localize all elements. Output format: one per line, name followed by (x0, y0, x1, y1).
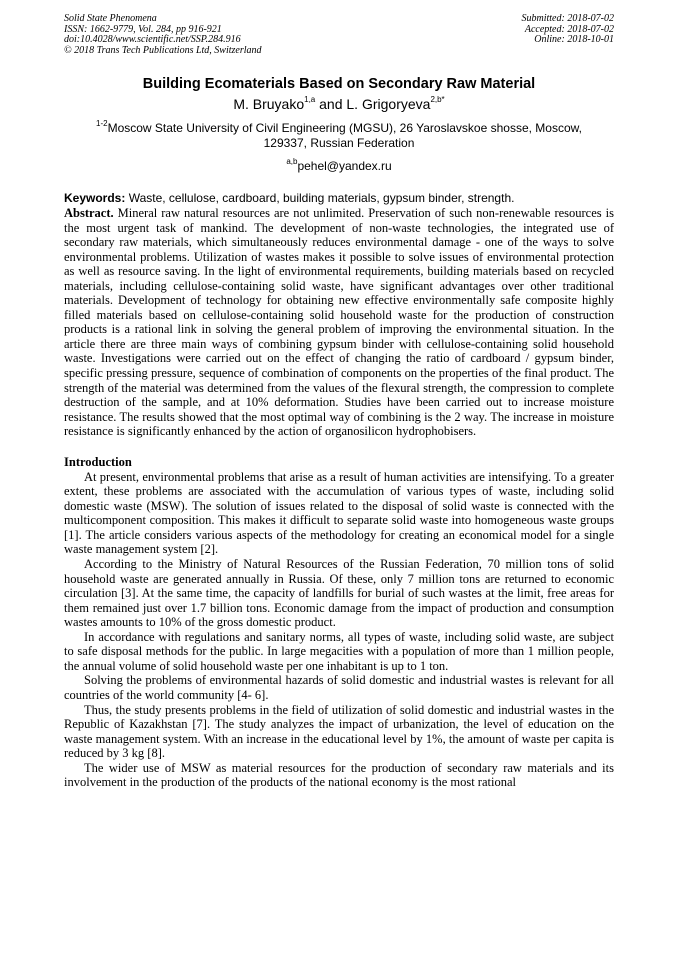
abstract-text: Mineral raw natural resources are not unlimited. Preservation of such non-renewable resources is the most urgent task of mankind. The development of non-waste technologies, the integrated use of secondary raw materials, which simultaneously reduces environmental damage - one of the ways to solve environmental problems. Utilization of wastes makes it possible to solve issues of environmental protection as well as resource saving. In the light of environmental requirements, building materials based on recycled materials, including cellulose-containing solid waste, have significant advantages over other traditional materials. Development of technology for obtaining new effective environmentally safe composite highly filled materials based on cellulose-containing solid household waste for the production of construction products is a rational link in solving the general problem of improving the environmental situation. In the article there are three main ways of combining gypsum binder with cellulose-containing solid household waste. Investigations were carried out on the effect of changing the ratio of cardboard / gypsum binder, specific pressing pressure, sequence of combination of components on the properties of the final product. The strength of the material was determined from the values of the flexural strength, the compression to complete destruction of the sample, and at 10% deformation. Studies have been carried out to increase moisture resistance. The results showed that the most optimal way of combining is the 2 way. The increase in moisture resistance is significantly enhanced by the action of organosilicon hydrophobisers. (64, 206, 614, 439)
body-paragraph: The wider use of MSW as material resources for the production of secondary raw materials and its involvement in the production of the products of the national economy is the most rational (64, 760, 614, 790)
keywords-label: Keywords: (64, 191, 126, 205)
affiliation-text: Moscow State University of Civil Engineering (MGSU), 26 Yaroslavskoe shosse, Moscow, 129337, Russian Federation (107, 121, 582, 150)
issn-line: ISSN: 1662-9779, Vol. 284, pp 916-921 (64, 23, 222, 35)
abstract (64, 206, 614, 439)
journal-info (64, 14, 262, 56)
body-paragraph: Thus, the study presents problems in the field of utilization of solid domestic and industrial wastes in the Republic of Kazakhstan [7]. The study analyzes the impact of urbanization, the level of education on the waste management system. With an increase in the educational level by 1%, the amount of waste per capita is reduced by 3 kg [8]. (64, 702, 614, 761)
author-conjunction: and (315, 96, 347, 112)
body-paragraph: In accordance with regulations and sanitary norms, all types of waste, including solid waste, are subject to safe disposal methods for the public. In large megacities with a population of more than 1 million people, the annual volume of solid household waste per one inhabitant is up to 1 ton. (64, 629, 614, 673)
author-superscript: 2,b* (430, 95, 445, 105)
contact-email (64, 159, 614, 174)
publication-dates (522, 14, 615, 56)
author-name: L. Grigoryeva (346, 96, 431, 112)
doi-line[interactable]: doi:10.4028/www.scientific.net/SSP.284.916 (64, 34, 241, 45)
keywords (64, 191, 614, 206)
section-heading-introduction: Introduction (64, 454, 132, 469)
body-paragraph: According to the Ministry of Natural Resources of the Russian Federation, 70 million tons of solid household waste are generated annually in Russia. Of these, only 7 million tons are returned to economic circulation [3]. At the same time, the capacity of landfills for burial of such wastes at the limit, free areas for them remained just over 1.7 billion tons. Economic damage from the impact of production and consumption wastes amounts to 10% of the gross domestic product. (64, 557, 614, 630)
paper-title: Building Ecomaterials Based on Secondary Raw Material (142, 76, 536, 92)
submitted-date: Submitted: 2018-07-02 (521, 13, 614, 24)
copyright-line: © 2018 Trans Tech Publications Ltd, Switzerland (64, 44, 262, 56)
accepted-date: Accepted: 2018-07-02 (524, 23, 614, 35)
email-superscript: a,b (286, 157, 298, 166)
keywords-text: Waste, cellulose, cardboard, building materials, gypsum binder, strength. (125, 191, 515, 205)
abstract-label: Abstract. (64, 206, 114, 220)
author-name: M. Bruyako (233, 96, 305, 112)
body-paragraph: Solving the problems of environmental hazards of solid domestic and industrial wastes is relevant for all countries of the world community [4- 6]. (64, 673, 614, 702)
body-paragraph: At present, environmental problems that arise as a result of human activities are intensifying. To a greater extent, these problems are associated with the accumulation of various types of waste, including solid domestic waste (MSW). The solution of issues related to the disposal of solid waste is connected with the multicomponent composition. This makes it difficult to separate solid waste into homogeneous waste groups [1]. The article considers various aspects of the methodology for creating an economical model for a single waste management system [2]. (64, 469, 614, 557)
journal-header (64, 14, 614, 56)
journal-name: Solid State Phenomena (64, 13, 157, 24)
paper-page (64, 14, 614, 790)
online-date: Online: 2018-10-01 (534, 34, 614, 45)
affiliation-superscript: 1-2 (96, 119, 108, 128)
affiliation (64, 121, 614, 151)
authors-line (64, 96, 614, 113)
author-superscript: 1,a (304, 95, 316, 105)
email-address[interactable]: pehel@yandex.ru (297, 159, 392, 173)
